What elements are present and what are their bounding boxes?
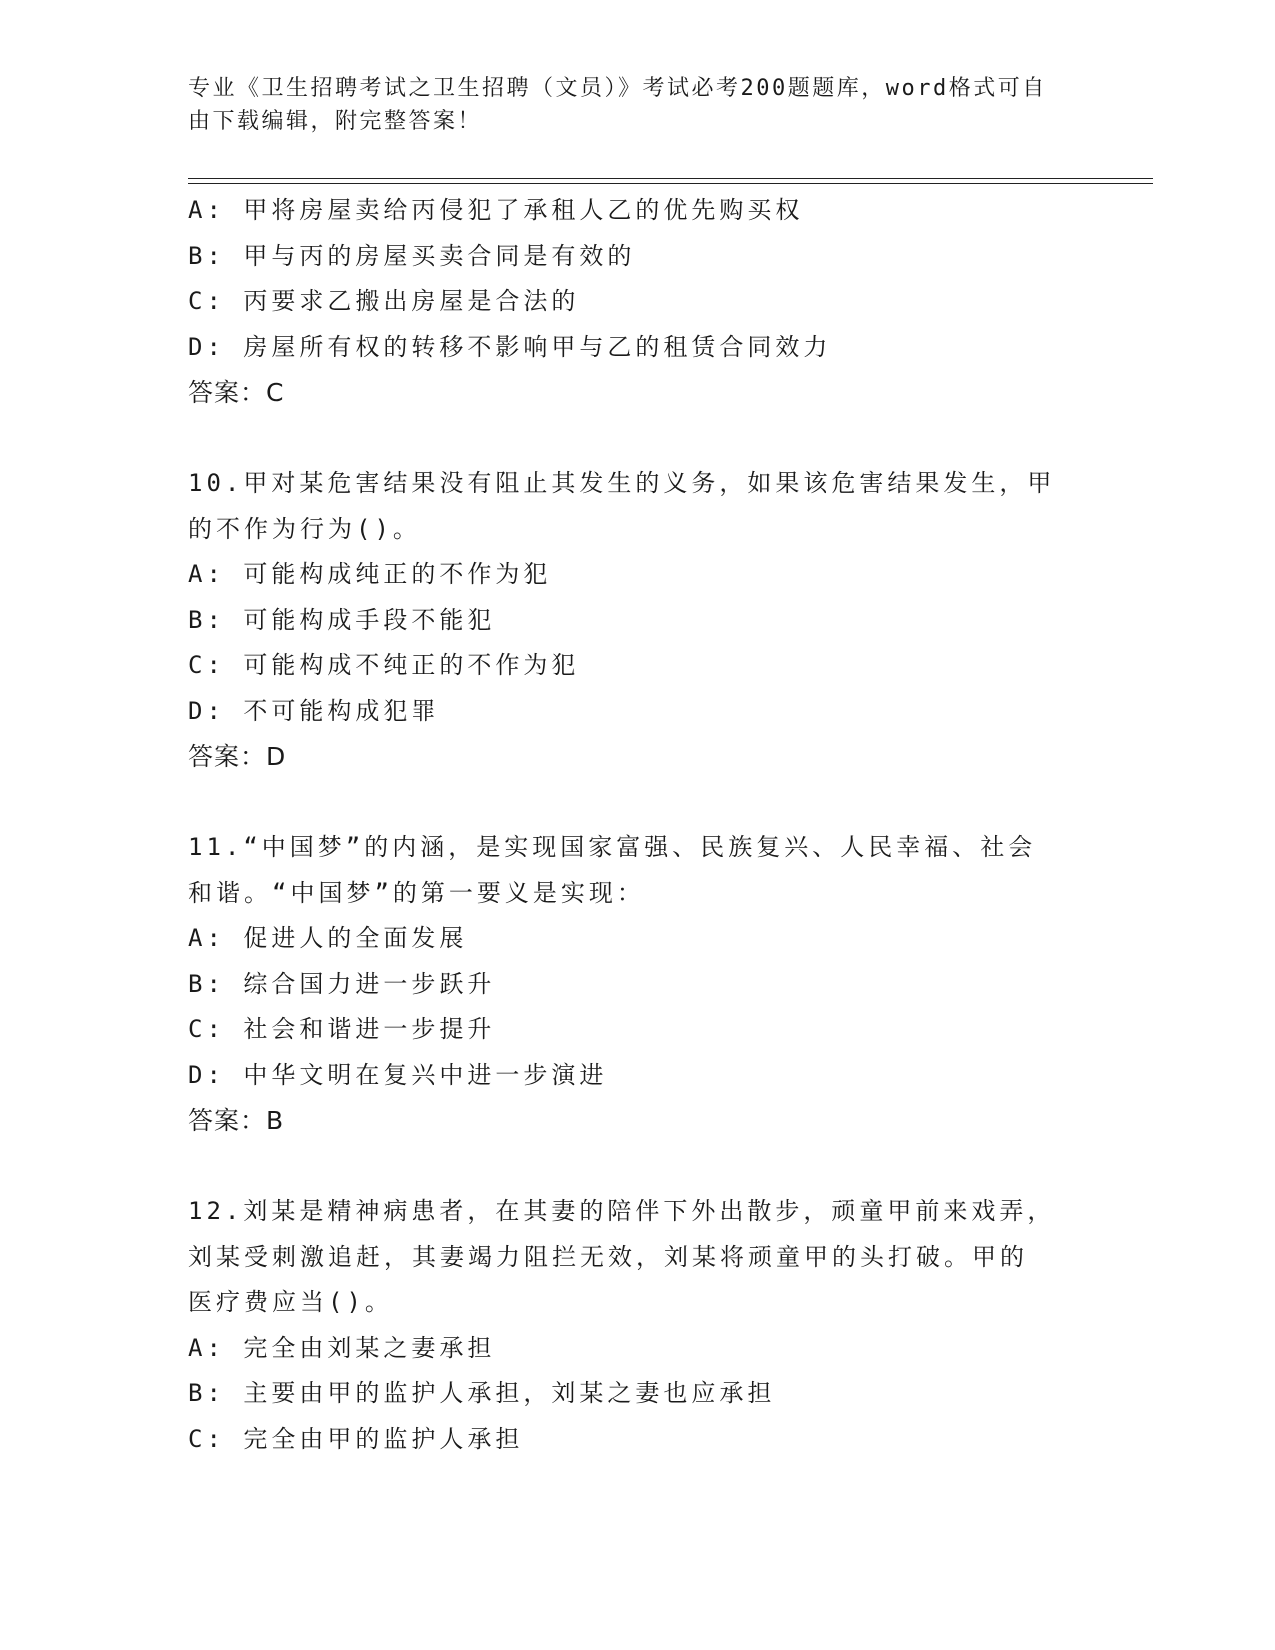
question-12 bbox=[188, 1189, 1088, 1462]
question-stem-line: 12.刘某是精神病患者，在其妻的陪伴下外出散步，顽童甲前来戏弄， bbox=[188, 1197, 1056, 1225]
option-b: B: 主要由甲的监护人承担，刘某之妻也应承担 bbox=[188, 1379, 776, 1407]
header-divider-bottom bbox=[188, 183, 1153, 184]
option-d: D: 中华文明在复兴中进一步演进 bbox=[188, 1060, 608, 1089]
option-a: A: 完全由刘某之妻承担 bbox=[188, 1333, 496, 1362]
question-stem-line: 刘某受刺激追赶，其妻竭力阻拦无效，刘某将顽童甲的头打破。甲的 bbox=[188, 1242, 1028, 1271]
header-line-1: 专业《卫生招聘考试之卫生招聘（文员）》考试必考200题题库，word格式可自 bbox=[188, 76, 1047, 101]
header-line-2: 由下载编辑，附完整答案！ bbox=[188, 109, 483, 134]
question-stem-line: 11.“中国梦”的内涵，是实现国家富强、民族复兴、人民幸福、社会 bbox=[188, 833, 1037, 861]
option-a: A: 促进人的全面发展 bbox=[188, 924, 468, 952]
question-10 bbox=[188, 461, 1088, 780]
option-c: C: 丙要求乙搬出房屋是合法的 bbox=[188, 287, 580, 315]
spacer bbox=[188, 780, 1088, 826]
option-a: A: 甲将房屋卖给丙侵犯了承租人乙的优先购买权 bbox=[188, 196, 804, 224]
option-b: B: 甲与丙的房屋买卖合同是有效的 bbox=[188, 241, 636, 270]
option-d: D: 房屋所有权的转移不影响甲与乙的租赁合同效力 bbox=[188, 332, 832, 361]
answer-line: 答案：D bbox=[188, 742, 287, 771]
option-a: A: 可能构成纯正的不作为犯 bbox=[188, 560, 552, 588]
question-stem-line: 10.甲对某危害结果没有阻止其发生的义务，如果该危害结果发生，甲 bbox=[188, 469, 1056, 497]
option-c: C: 社会和谐进一步提升 bbox=[188, 1015, 496, 1043]
option-c: C: 可能构成不纯正的不作为犯 bbox=[188, 651, 580, 679]
header-divider-top bbox=[188, 178, 1153, 179]
option-b: B: 可能构成手段不能犯 bbox=[188, 605, 496, 634]
question-stem-line: 和谐。“中国梦”的第一要义是实现： bbox=[188, 878, 645, 907]
question-stem-line: 的不作为行为()。 bbox=[188, 514, 421, 543]
question-11 bbox=[188, 825, 1088, 1144]
answer-line: 答案：B bbox=[188, 1106, 285, 1135]
spacer bbox=[188, 416, 1088, 462]
answer-line: 答案：C bbox=[188, 378, 285, 407]
question-9 bbox=[188, 188, 1088, 416]
option-d: D: 不可能构成犯罪 bbox=[188, 696, 440, 725]
question-list bbox=[188, 188, 1088, 1462]
option-c: C: 完全由甲的监护人承担 bbox=[188, 1424, 524, 1453]
option-b: B: 综合国力进一步跃升 bbox=[188, 969, 496, 998]
document-header bbox=[188, 72, 1078, 138]
question-stem-line: 医疗费应当()。 bbox=[188, 1288, 393, 1316]
spacer bbox=[188, 1144, 1088, 1190]
